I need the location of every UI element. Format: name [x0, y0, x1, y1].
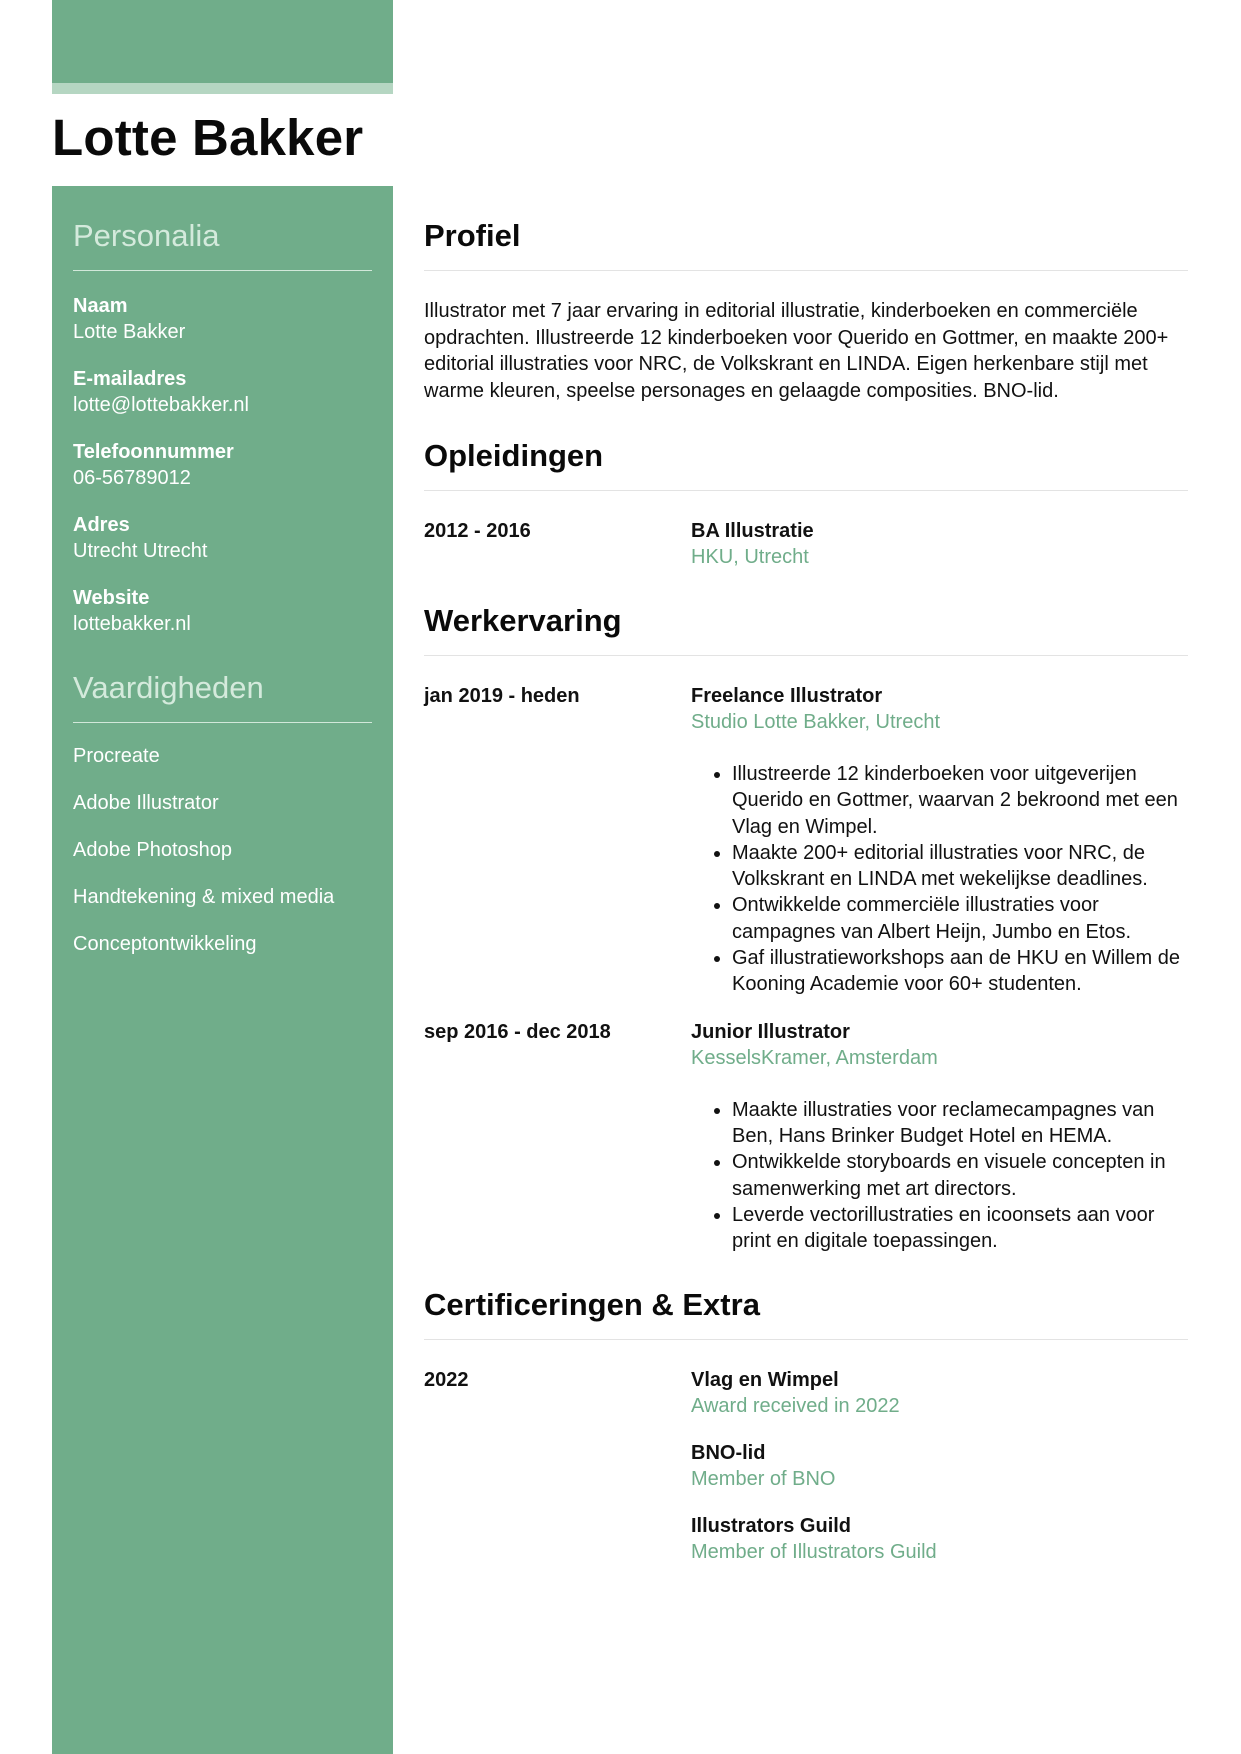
extras-entry — [424, 1367, 1188, 1586]
entry-subtitle: Member of BNO — [691, 1468, 836, 1491]
entry-body — [691, 1019, 1188, 1255]
field-phone — [73, 439, 372, 491]
entry-subtitle: Member of Illustrators Guild — [691, 1541, 937, 1564]
bullet-item: • Gaf illustratieworkshops aan de HKU en Willem de Kooning Academie voor 60+ studenten. — [732, 945, 1188, 998]
extras-heading: Certificeringen & Extra — [424, 1275, 1188, 1340]
field-label: Adres — [73, 514, 130, 536]
profile-text: Illustrator met 7 jaar ervaring in editorial illustratie, kinderboeken en commerciële opdrachten. Illustreerde 12 kinderboeken voor Querido en Gottmer, en maakte 200+ editorial illustraties voor NRC, de Volkskrant en LINDA. Eigen herkenbare stijl met warme kleuren, speelse personages en gelaagde composities. BNO-lid. — [424, 300, 1169, 402]
sidebar — [73, 206, 372, 978]
personalia-heading: Personalia — [73, 206, 372, 271]
experience-entry — [424, 683, 1188, 998]
field-website — [73, 585, 372, 637]
entry-date: sep 2016 - dec 2018 — [424, 1020, 611, 1043]
bullet-item: • Maakte illustraties voor reclamecampagnes van Ben, Hans Brinker Budget Hotel en HEMA. — [732, 1097, 1188, 1150]
entry-body — [691, 683, 1188, 998]
education-heading: Opleidingen — [424, 426, 1188, 491]
field-name — [73, 293, 372, 345]
profile-heading: Profiel — [424, 206, 1188, 271]
bullet-item: • Ontwikkelde commerciële illustraties voor campagnes van Albert Heijn, Jumbo en Etos. — [732, 892, 1188, 945]
skills-heading: Vaardigheden — [73, 658, 372, 723]
field-address — [73, 512, 372, 564]
skill-item: Adobe Illustrator — [73, 792, 219, 814]
email-value[interactable]: lotte@lottebakker.nl — [73, 394, 249, 416]
entry-title: BNO-lid — [691, 1442, 766, 1465]
entry-date: 2012 - 2016 — [424, 520, 531, 542]
resume-name: Lotte Bakker — [52, 109, 364, 166]
entry-title: Illustrators Guild — [691, 1515, 852, 1538]
entry-date: jan 2019 - heden — [424, 685, 580, 707]
skill-item: Handtekening & mixed media — [73, 886, 335, 908]
main-content — [424, 206, 1188, 1607]
skill-item: Procreate — [73, 745, 160, 767]
field-label: Telefoonnummer — [73, 441, 234, 463]
website-link[interactable]: lottebakker.nl — [73, 613, 191, 635]
entry-subtitle: Award received in 2022 — [691, 1395, 900, 1418]
entry-title: BA Illustratie — [691, 520, 814, 542]
entry-title: Vlag en Wimpel — [691, 1369, 839, 1392]
header-color-block — [52, 0, 393, 83]
skill-item: Conceptontwikkeling — [73, 933, 257, 955]
field-email — [73, 366, 372, 418]
entry-subtitle: KesselsKramer, Amsterdam — [691, 1046, 938, 1069]
entry-body — [691, 518, 1188, 570]
entry-subtitle: Studio Lotte Bakker, Utrecht — [691, 711, 941, 733]
field-label: Website — [73, 587, 150, 609]
entry-body — [691, 1367, 1188, 1586]
phone-value: 06-56789012 — [73, 467, 191, 489]
extra-item — [691, 1440, 1188, 1492]
extra-item — [691, 1367, 1188, 1419]
experience-heading: Werkervaring — [424, 591, 1188, 656]
entry-subtitle: HKU, Utrecht — [691, 546, 809, 568]
entry-date: 2022 — [424, 1369, 469, 1392]
bullet-item: • Leverde vectorillustraties en icoonsets aan voor print en digitale toepassingen. — [732, 1202, 1188, 1255]
entry-title: Freelance Illustrator — [691, 685, 883, 707]
field-value: Lotte Bakker — [73, 321, 186, 343]
skill-item: Adobe Photoshop — [73, 839, 233, 861]
entry-title: Junior Illustrator — [691, 1020, 850, 1043]
address-value: Utrecht Utrecht — [73, 540, 208, 562]
education-entry — [424, 518, 1188, 570]
bullet-item: • Maakte 200+ editorial illustraties voor NRC, de Volkskrant en LINDA met wekelijkse deadlines. — [732, 840, 1188, 893]
field-label: E-mailadres — [73, 368, 187, 390]
bullet-list — [691, 1097, 1188, 1255]
extra-item — [691, 1513, 1188, 1565]
field-label: Naam — [73, 295, 128, 317]
bullet-list — [691, 761, 1188, 998]
experience-entry — [424, 1019, 1188, 1255]
bullet-item: • Ontwikkelde storyboards en visuele concepten in samenwerking met art directors. — [732, 1149, 1188, 1202]
header-accent-stripe — [52, 83, 393, 94]
bullet-item: • Illustreerde 12 kinderboeken voor uitgeverijen Querido en Gottmer, waarvan 2 bekroond met een Vlag en Wimpel. — [732, 761, 1188, 840]
